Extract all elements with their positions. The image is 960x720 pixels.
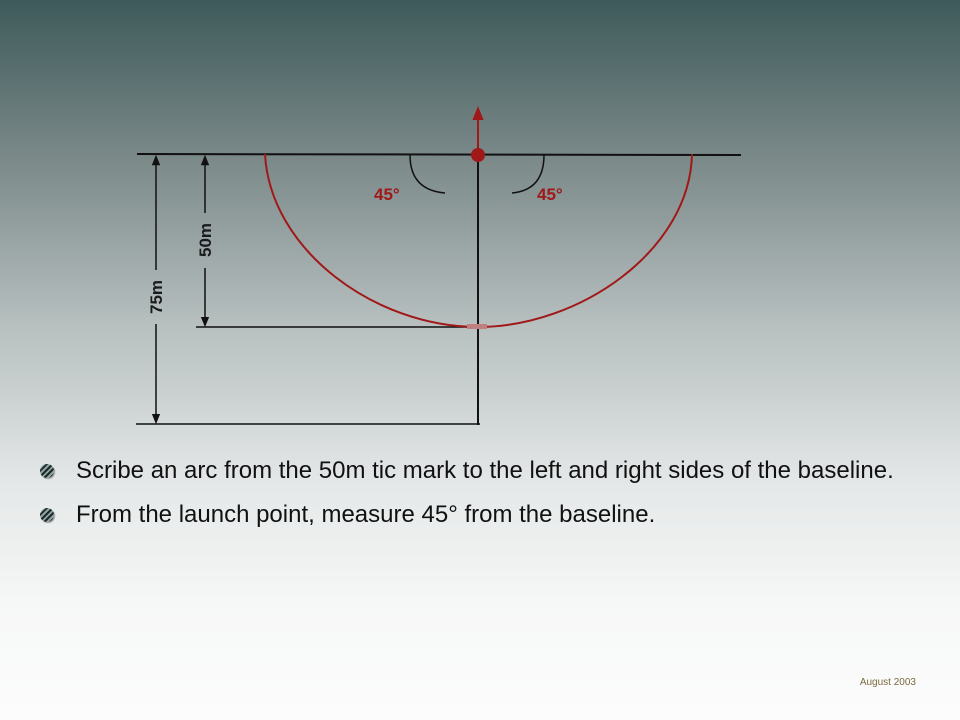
bullet-icon — [40, 464, 54, 478]
dimension-label-75m: 75m — [147, 279, 166, 315]
angle-label-right: 45° — [537, 185, 563, 204]
bullet-list — [40, 455, 900, 543]
baseline — [137, 154, 741, 155]
bullet-item — [40, 499, 900, 530]
footer-date: August 2003 — [859, 677, 916, 688]
dimension-label-50m: 50m — [196, 222, 215, 258]
bullet-text: From the launch point, measure 45° from the baseline. — [76, 501, 656, 528]
bullet-item — [40, 455, 900, 486]
angle-label-left: 45° — [374, 185, 400, 204]
bullet-icon — [40, 508, 54, 522]
launch-point — [471, 148, 485, 162]
bullet-text: Scribe an arc from the 50m tic mark to the left and right sides of the baseline. — [76, 457, 894, 484]
angle-arc-left — [410, 155, 445, 193]
tic-mark-50m — [467, 324, 487, 329]
